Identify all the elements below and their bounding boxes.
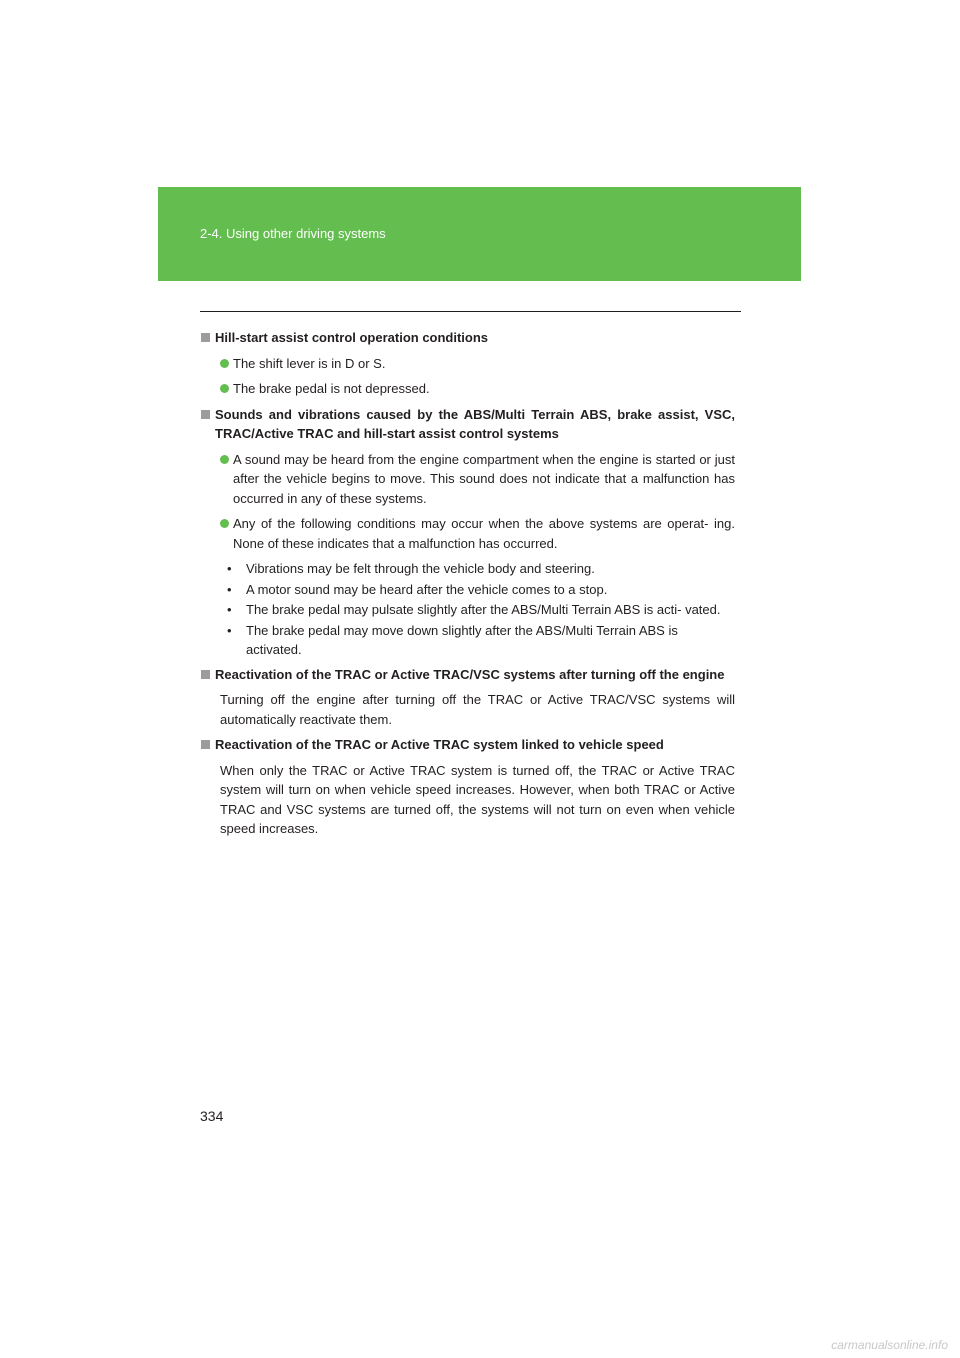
dot-marker-icon: •: [227, 561, 232, 576]
round-bullet-icon: [220, 359, 229, 368]
square-bullet-icon: [201, 333, 210, 342]
dot-marker-icon: •: [227, 622, 232, 638]
page-content: [200, 328, 735, 845]
list-item: A sound may be heard from the engine compartment when the engine is started or just after the vehicle begins to move. This sound does not indicate that a malfunction has occurred in any of these systems.: [220, 450, 735, 509]
round-bullet-icon: [220, 455, 229, 464]
watermark: carmanualsonline.info: [831, 1338, 948, 1352]
list-item: The brake pedal is not depressed.: [220, 379, 735, 399]
dot-marker-icon: •: [227, 581, 232, 597]
sub-list-item: • A motor sound may be heard after the vehicle comes to a stop.: [227, 580, 735, 600]
page-number: 334: [200, 1108, 224, 1124]
square-bullet-icon: [201, 410, 210, 419]
sub-list-item: • Vibrations may be felt through the vehicle body and steering.: [227, 559, 735, 579]
heading-sounds: Sounds and vibrations caused by the ABS/Multi Terrain ABS, brake assist, VSC, TRAC/Active TRAC and hill-start assist control systems: [200, 405, 735, 444]
sub-list-item: • The brake pedal may move down slightly after the ABS/Multi Terrain ABS is activated.: [227, 621, 735, 660]
sub-list-item: • The brake pedal may pulsate slightly after the ABS/Multi Terrain ABS is acti- vated.: [227, 600, 735, 620]
square-bullet-icon: [201, 740, 210, 749]
heading-reactivation-speed: Reactivation of the TRAC or Active TRAC system linked to vehicle speed: [200, 735, 735, 755]
list-item: Any of the following conditions may occur when the above systems are operat- ing. None of these indicates that a malfunction has occurred.: [220, 514, 735, 553]
list-item: The shift lever is in D or S.: [220, 354, 735, 374]
square-bullet-icon: [201, 670, 210, 679]
paragraph: Turning off the engine after turning off the TRAC or Active TRAC/VSC systems will automatically reactivate them.: [220, 692, 735, 727]
heading-hill-start: Hill-start assist control operation conditions: [200, 328, 735, 348]
round-bullet-icon: [220, 519, 229, 528]
round-bullet-icon: [220, 384, 229, 393]
divider-rule: [200, 311, 741, 312]
paragraph: When only the TRAC or Active TRAC system is turned off, the TRAC or Active TRAC system will turn on when vehicle speed increases. However, when both TRAC or Active TRAC and VSC systems are turned off, the systems will not turn on even when vehicle speed increases.: [220, 762, 735, 836]
dot-marker-icon: •: [227, 602, 232, 617]
section-title: 2-4. Using other driving systems: [200, 226, 386, 241]
heading-reactivation-engine: Reactivation of the TRAC or Active TRAC/VSC systems after turning off the engine: [200, 665, 735, 685]
